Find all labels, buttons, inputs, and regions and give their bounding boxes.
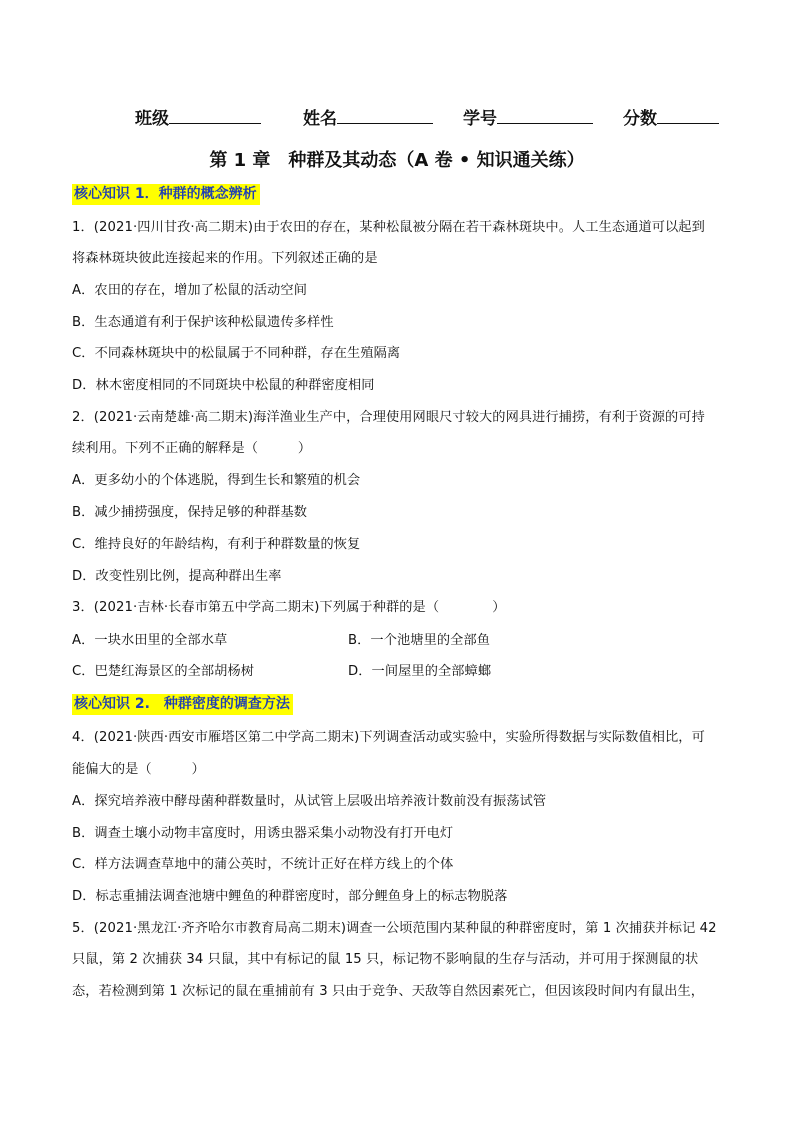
q5-stem-line-1: 5．(2021·黑龙江·齐齐哈尔市教育局高二期末)调查一公顷范围内某种鼠的种群密度时，第 1 次捕获并标记 42 [72, 921, 717, 936]
q3-option-a[interactable]: A．一块水田里的全部水草 [72, 633, 228, 648]
student-info-line [0, 104, 794, 130]
student-id-field[interactable] [463, 104, 593, 129]
q4-option-c[interactable]: C．样方法调查草地中的蒲公英时，不统计正好在样方线上的个体 [72, 857, 454, 872]
section-heading-2: 核心知识 2. 种群密度的调查方法 [72, 694, 293, 715]
q4-stem-line-1: 4．(2021·陕西·西安市雁塔区第二中学高二期末)下列调查活动或实验中，实验所得数据与实际数值相比，可 [72, 730, 705, 745]
score-blank[interactable] [657, 105, 719, 124]
q3-stem-line-1: 3．(2021·吉林·长春市第五中学高二期末)下列属于种群的是（ ） [72, 600, 506, 615]
q2-option-a[interactable]: A．更多幼小的个体逃脱，得到生长和繁殖的机会 [72, 473, 361, 488]
q4-option-a[interactable]: A．探究培养液中酵母菌种群数量时，从试管上层吸出培养液计数前没有振荡试管 [72, 794, 547, 809]
q2-stem-line-2: 续利用。下列不正确的解释是（ ） [72, 441, 312, 456]
page-title: 第 1 章 种群及其动态（A 卷 • 知识通关练） [209, 150, 585, 171]
q2-option-b[interactable]: B．减少捕捞强度，保持足够的种群基数 [72, 505, 308, 520]
q2-stem-line-1: 2．(2021·云南楚雄·高二期末)海洋渔业生产中，合理使用网眼尺寸较大的网具进行捕捞，有利于资源的可持 [72, 410, 705, 425]
q3-option-b[interactable]: B．一个池塘里的全部鱼 [348, 633, 491, 648]
q2-option-d[interactable]: D．改变性别比例，提高种群出生率 [72, 569, 282, 584]
q1-stem-line-1: 1．(2021·四川甘孜·高二期末)由于农田的存在，某种松鼠被分隔在若干森林斑块中。人工生态通道可以起到 [72, 220, 705, 235]
q1-option-d[interactable]: D．林木密度相同的不同斑块中松鼠的种群密度相同 [72, 378, 375, 393]
name-label: 姓名 [303, 109, 337, 129]
q2-option-c[interactable]: C．维持良好的年龄结构，有利于种群数量的恢复 [72, 537, 361, 552]
section-heading-1: 核心知识 1．种群的概念辨析 [72, 184, 260, 205]
score-label: 分数 [623, 109, 657, 129]
q1-stem-line-2: 将森林斑块彼此连接起来的作用。下列叙述正确的是 [72, 251, 378, 266]
class-field[interactable] [135, 104, 261, 129]
student-id-blank[interactable] [497, 105, 593, 124]
q1-option-b[interactable]: B．生态通道有利于保护该种松鼠遗传多样性 [72, 315, 334, 330]
student-id-label: 学号 [463, 109, 497, 129]
q4-stem-line-2: 能偏大的是（ ） [72, 762, 205, 777]
q5-stem-line-2: 只鼠，第 2 次捕获 34 只鼠，其中有标记的鼠 15 只，标记物不影响鼠的生存与活动，并可用于探测鼠的状 [72, 952, 699, 967]
name-blank[interactable] [337, 105, 433, 124]
q1-option-a[interactable]: A．农田的存在，增加了松鼠的活动空间 [72, 283, 308, 298]
class-blank[interactable] [169, 105, 261, 124]
name-field[interactable] [303, 104, 433, 129]
score-field[interactable] [623, 104, 719, 129]
q3-option-d[interactable]: D．一间屋里的全部蟑螂 [348, 664, 492, 679]
q4-option-b[interactable]: B．调查土壤小动物丰富度时，用诱虫器采集小动物没有打开电灯 [72, 826, 454, 841]
q1-option-c[interactable]: C．不同森林斑块中的松鼠属于不同种群，存在生殖隔离 [72, 346, 401, 361]
q4-option-d[interactable]: D．标志重捕法调查池塘中鲤鱼的种群密度时，部分鲤鱼身上的标志物脱落 [72, 889, 508, 904]
q3-option-c[interactable]: C．巴楚红海景区的全部胡杨树 [72, 664, 255, 679]
class-label: 班级 [135, 109, 169, 129]
q5-stem-line-3: 态，若检测到第 1 次标记的鼠在重捕前有 3 只由于竞争、天敌等自然因素死亡，但因该段时间内有鼠出生， [72, 984, 705, 999]
